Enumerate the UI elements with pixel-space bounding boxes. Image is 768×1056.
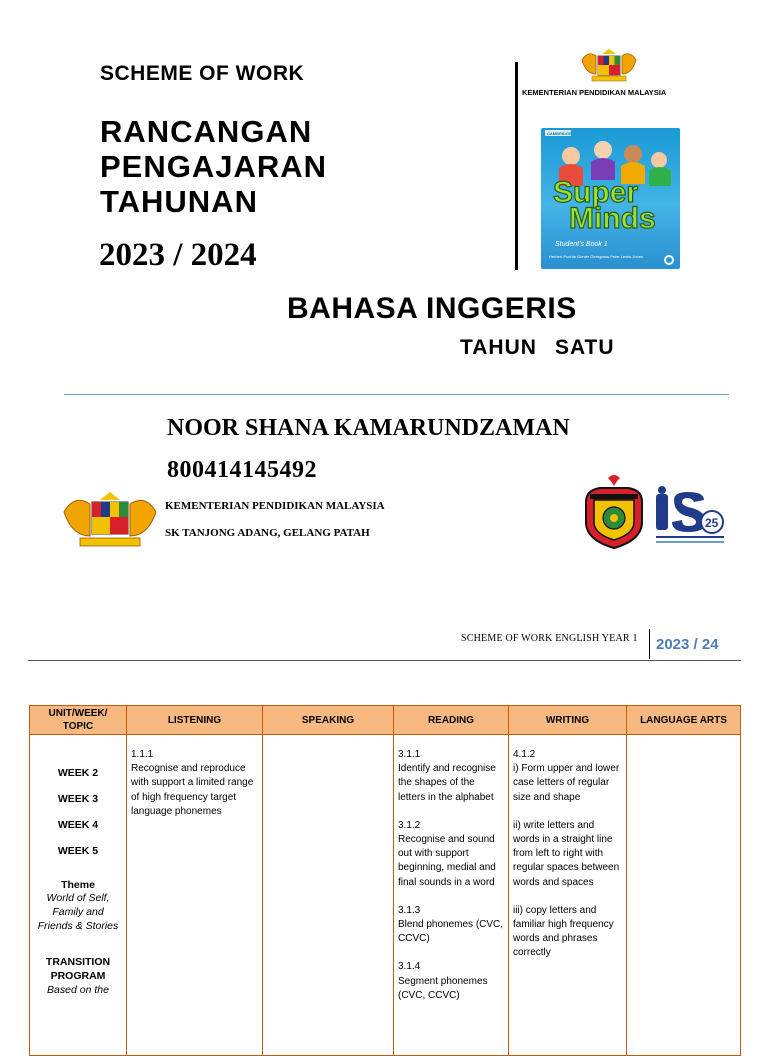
standard-code: 1.1.1 [131,749,154,760]
standard-code: 3.1.2 [398,819,421,831]
standard-item [398,819,504,890]
standard-text: Blend phonemes (CVC, CCVC) [398,919,504,945]
theme-text: World of Self, [46,892,110,904]
header-reading: READING [394,706,509,735]
reading-cell [394,735,509,1056]
transition-label: TRANSITION [45,956,111,968]
school-crest-icon [580,472,648,550]
header-language-arts: LANGUAGE ARTS [627,706,741,735]
super-minds-cover-illustration-icon [541,128,680,269]
header-divider [649,629,650,659]
page-header-text: SCHEME OF WORK ENGLISH YEAR 1 [461,633,638,644]
standard-text: Recognise and reproduce with support a limited range of high frequency target language phonemes [131,763,254,817]
rpt-title-line: TAHUNAN [100,184,258,219]
standard-item [398,748,504,805]
table-header-row [30,706,741,735]
ministry-label: KEMENTERIAN PENDIDIKAN MALAYSIA [165,500,385,512]
theme-text: Family and [52,906,104,918]
standard-text: Recognise and sound out with support beginning, medial and final sounds in a word [398,834,496,888]
header-label: TOPIC [62,721,94,732]
teacher-name: NOOR SHANA KAMARUNDZAMAN [167,415,570,441]
header-rule [28,660,741,661]
standard-text: i) Form upper and lower case letters of regular size and shape [513,763,620,803]
writing-cell [509,735,627,1056]
header-speaking: SPEAKING [263,706,394,735]
session-year: 2023 / 2024 [99,237,257,273]
header-listening: LISTENING [127,706,263,735]
theme-text: Friends & Stories [37,920,119,932]
week-label: WEEK 3 [57,793,99,805]
standard-item [398,904,504,947]
malaysia-coat-of-arms-icon [60,490,160,552]
book-title-minds: Minds [569,202,656,235]
level-title [460,336,615,360]
school-name: SK TANJONG ADANG, GELANG PATAH [165,527,370,539]
standard-text: Identify and recognise the shapes of the letters in the alphabet [398,763,496,803]
week-label: WEEK 5 [57,845,99,857]
header-writing: WRITING [509,706,627,735]
scheme-of-work-heading: SCHEME OF WORK [100,62,305,85]
standard-code: 4.1.2 [513,749,536,760]
header-unit-week-topic [30,706,127,735]
theme-label: Theme [61,879,95,891]
rpt-title-line: PENGAJARAN [100,149,328,184]
standard-text: Segment phonemes (CVC, CCVC) [398,975,488,1001]
scheme-of-work-table [29,705,741,1056]
rpt-title [100,114,327,219]
ministry-label-small: KEMENTERIAN PENDIDIKAN MALAYSIA [522,88,667,97]
transition-note: Based on the [47,984,109,996]
standard-code: 3.1.3 [398,904,421,916]
section-divider [64,394,729,395]
listening-cell [127,735,263,1056]
standard-text: ii) write letters and words in a straight line from left to right with regular spaces between words and spaces [513,819,620,888]
language-arts-cell [627,735,741,1056]
malaysia-coat-of-arms-icon [578,48,640,84]
vertical-divider [515,62,518,270]
standard-code: 3.1.4 [398,961,421,973]
book-publisher-tag: CAMBRIDGE [547,131,572,136]
teacher-ic-number: 800414145492 [167,457,317,483]
book-authors: Herbert Puchta Günter Gerngross Peter Lewis-Jones [549,254,644,259]
rpt-title-line: RANCANGAN [100,114,313,149]
table-row [30,735,741,1056]
speaking-cell [263,735,394,1056]
unit-week-topic-cell [30,735,127,1056]
book-title-super: Super [553,176,639,209]
week-label: WEEK 2 [57,767,99,779]
is25-logo-icon [654,486,726,546]
week-label: WEEK 4 [57,819,99,831]
page-header-year: 2023 / 24 [656,636,719,653]
standard-text: iii) copy letters and familiar high frequency words and phrases correctly [513,904,614,959]
level-word: TAHUN [460,336,537,359]
book-subtitle: Student's Book 1 [555,241,608,248]
standard-item [398,960,504,1003]
is25-number: 25 [705,516,719,530]
header-label: UNIT/WEEK/ [48,708,108,719]
super-minds-book-cover [541,128,680,269]
subject-title: BAHASA INGGERIS [287,292,577,325]
level-word: SATU [554,336,615,359]
transition-label: PROGRAM [50,970,106,982]
standard-code: 3.1.1 [398,749,421,760]
